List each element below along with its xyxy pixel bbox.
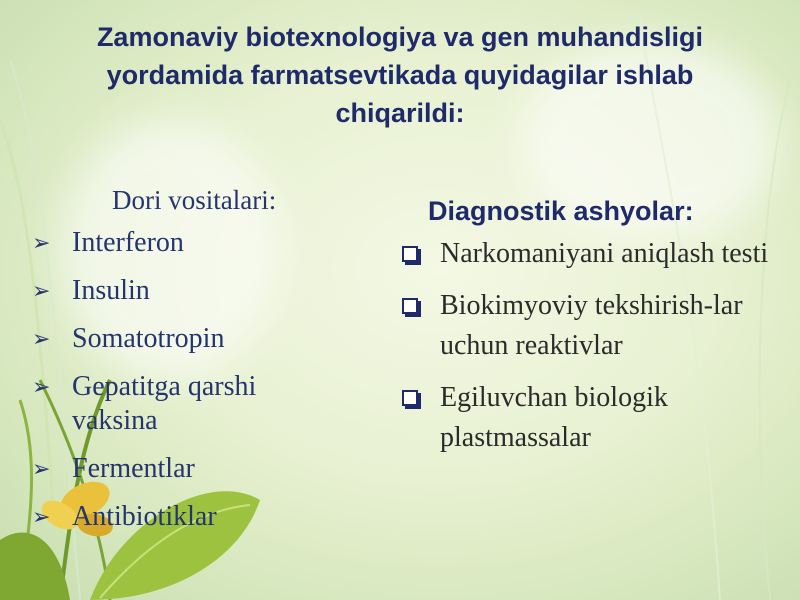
- list-item-label: Narkomaniyani aniqlash testi: [440, 238, 769, 269]
- checkbox-bullet-icon: [402, 246, 418, 262]
- diagnostics-heading: Diagnostik ashyolar:: [428, 196, 694, 226]
- medicines-column: [32, 180, 362, 548]
- list-item: [32, 370, 332, 438]
- checkbox-bullet-icon: [402, 298, 418, 314]
- diagnostics-column: [398, 192, 778, 470]
- list-item-label: Interferon: [72, 227, 184, 258]
- list-item-label: Fermentlar: [72, 453, 195, 484]
- list-item-label: Gepatitga qarshi vaksina: [72, 371, 257, 436]
- arrow-bullet-icon: ➢: [32, 326, 51, 351]
- list-item: [398, 378, 778, 458]
- arrow-bullet-icon: ➢: [32, 456, 51, 481]
- list-item-label: Biokimyoviy tekshirish-lar uchun reaktivlar: [440, 290, 743, 361]
- list-item: [32, 500, 362, 534]
- arrow-bullet-icon: ➢: [32, 504, 51, 529]
- list-item: [398, 234, 778, 274]
- list-item: [398, 286, 778, 366]
- medicines-heading: Dori vositalari:: [112, 185, 277, 215]
- list-item: [32, 274, 362, 308]
- medicines-list: [32, 226, 362, 534]
- slide-title: Zamonaviy biotexnologiya va gen muhandisligi yordamida farmatsevtikada quyidagilar ishlab chiqarildi:: [96, 22, 704, 128]
- list-item: [32, 452, 362, 486]
- list-item: [32, 322, 362, 356]
- arrow-bullet-icon: ➢: [32, 278, 51, 303]
- list-item-label: Antibiotiklar: [72, 501, 217, 532]
- list-item: [32, 226, 362, 260]
- list-item-label: Somatotropin: [72, 323, 225, 354]
- arrow-bullet-icon: ➢: [32, 374, 51, 399]
- diagnostics-list: [398, 234, 778, 458]
- arrow-bullet-icon: ➢: [32, 230, 51, 255]
- checkbox-bullet-icon: [402, 390, 418, 406]
- list-item-label: Insulin: [72, 275, 150, 306]
- list-item-label: Egiluvchan biologik plastmassalar: [440, 382, 668, 453]
